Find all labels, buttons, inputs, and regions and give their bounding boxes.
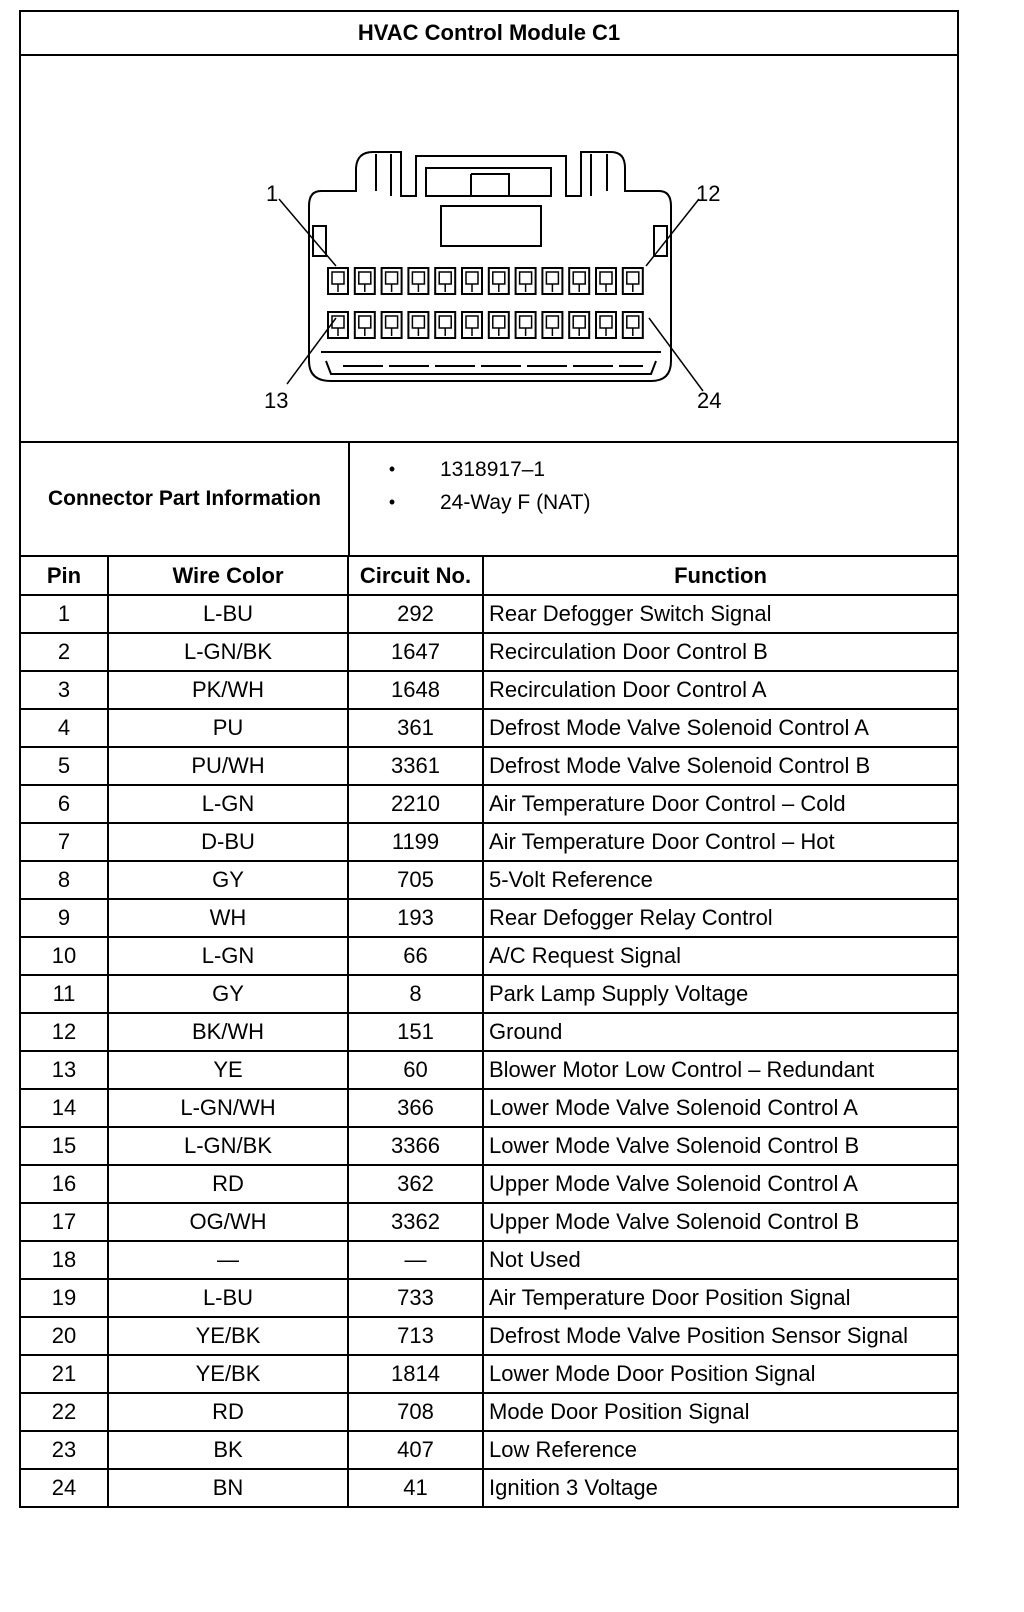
pin-cell: 20 — [21, 1317, 108, 1355]
pin-cell: 5 — [21, 747, 108, 785]
wire-color-cell: BK — [108, 1431, 348, 1469]
pin-terminal-1 — [332, 272, 344, 284]
circuit-cell: 1199 — [348, 823, 483, 861]
function-cell: Blower Motor Low Control – Redundant — [483, 1051, 957, 1089]
header-wire-color: Wire Color — [108, 557, 348, 595]
function-cell: Low Reference — [483, 1431, 957, 1469]
pin-cell: 9 — [21, 899, 108, 937]
wire-color-cell: PU — [108, 709, 348, 747]
pin-terminal-4 — [412, 272, 424, 284]
pin-terminal-19 — [493, 316, 505, 328]
function-cell: Ignition 3 Voltage — [483, 1469, 957, 1506]
connector-info-list — [350, 443, 957, 555]
wire-color-cell: L-GN/WH — [108, 1089, 348, 1127]
table-row — [21, 1279, 957, 1317]
wire-color-cell: L-BU — [108, 1279, 348, 1317]
wire-color-cell: L-GN/BK — [108, 633, 348, 671]
pin-terminal-22 — [573, 316, 585, 328]
circuit-cell: 733 — [348, 1279, 483, 1317]
wire-color-cell: WH — [108, 899, 348, 937]
top-inner-cavity — [441, 206, 541, 246]
function-cell: Not Used — [483, 1241, 957, 1279]
pin-terminal-7 — [493, 272, 505, 284]
circuit-cell: 193 — [348, 899, 483, 937]
pin-terminal-14 — [359, 316, 371, 328]
pin-cell: 16 — [21, 1165, 108, 1203]
table-row — [21, 1355, 957, 1393]
function-cell: Park Lamp Supply Voltage — [483, 975, 957, 1013]
circuit-cell: 60 — [348, 1051, 483, 1089]
pinout-sheet — [19, 10, 959, 1508]
pinout-table — [21, 557, 957, 1506]
pin-label-24: 24 — [697, 388, 722, 413]
table-row — [21, 747, 957, 785]
pin-label-1: 1 — [266, 181, 279, 206]
pin-terminal-5 — [439, 272, 451, 284]
table-row — [21, 899, 957, 937]
pin-terminal-21 — [546, 316, 558, 328]
function-cell: Mode Door Position Signal — [483, 1393, 957, 1431]
pin-label-12: 12 — [696, 181, 721, 206]
pin-terminal-8 — [520, 272, 532, 284]
wire-color-cell: OG/WH — [108, 1203, 348, 1241]
circuit-cell: 361 — [348, 709, 483, 747]
right-latch — [591, 154, 607, 196]
center-latch — [426, 168, 551, 196]
table-header-row — [21, 557, 957, 595]
circuit-cell: 1647 — [348, 633, 483, 671]
pin-cell: 7 — [21, 823, 108, 861]
table-row — [21, 709, 957, 747]
function-cell: Ground — [483, 1013, 957, 1051]
table-row — [21, 671, 957, 709]
circuit-cell: 66 — [348, 937, 483, 975]
function-cell: Recirculation Door Control B — [483, 633, 957, 671]
circuit-cell: 41 — [348, 1469, 483, 1506]
circuit-cell: 3366 — [348, 1127, 483, 1165]
table-row — [21, 1089, 957, 1127]
pin-terminal-2 — [359, 272, 371, 284]
pin-terminal-16 — [412, 316, 424, 328]
table-row — [21, 1431, 957, 1469]
pin-cell: 18 — [21, 1241, 108, 1279]
function-cell: Recirculation Door Control A — [483, 671, 957, 709]
circuit-cell: 151 — [348, 1013, 483, 1051]
pin-terminal-15 — [386, 316, 398, 328]
wire-color-cell: BN — [108, 1469, 348, 1506]
pin-terminal-24 — [627, 316, 639, 328]
pin-cell: 24 — [21, 1469, 108, 1506]
circuit-cell: 366 — [348, 1089, 483, 1127]
function-cell: A/C Request Signal — [483, 937, 957, 975]
circuit-cell: 362 — [348, 1165, 483, 1203]
function-cell: Defrost Mode Valve Solenoid Control A — [483, 709, 957, 747]
connector-face-drawing — [21, 56, 957, 441]
circuit-cell: 8 — [348, 975, 483, 1013]
connector-info-item — [350, 453, 957, 486]
part-number: 1318917–1 — [440, 458, 546, 481]
pin-terminal-17 — [439, 316, 451, 328]
pin-terminal-9 — [546, 272, 558, 284]
connector-part-information — [21, 443, 957, 557]
connector-info-label: Connector Part Information — [21, 443, 350, 555]
function-cell: Defrost Mode Valve Solenoid Control B — [483, 747, 957, 785]
pin-terminal-18 — [466, 316, 478, 328]
circuit-cell: 292 — [348, 595, 483, 633]
wire-color-cell: RD — [108, 1165, 348, 1203]
connector-info-item — [350, 486, 957, 519]
circuit-cell: 407 — [348, 1431, 483, 1469]
circuit-cell: — — [348, 1241, 483, 1279]
bullet-icon: • — [388, 459, 396, 479]
wire-color-cell: YE/BK — [108, 1317, 348, 1355]
function-cell: Upper Mode Valve Solenoid Control A — [483, 1165, 957, 1203]
circuit-cell: 3362 — [348, 1203, 483, 1241]
function-cell: Lower Mode Valve Solenoid Control A — [483, 1089, 957, 1127]
table-row — [21, 1165, 957, 1203]
pin-cavity-grid — [328, 268, 643, 338]
circuit-cell: 3361 — [348, 747, 483, 785]
table-row — [21, 1051, 957, 1089]
table-row — [21, 975, 957, 1013]
wire-color-cell: RD — [108, 1393, 348, 1431]
wire-color-cell: YE — [108, 1051, 348, 1089]
function-cell: Lower Mode Door Position Signal — [483, 1355, 957, 1393]
pin-cell: 15 — [21, 1127, 108, 1165]
table-row — [21, 1393, 957, 1431]
pin-terminal-3 — [386, 272, 398, 284]
table-row — [21, 1203, 957, 1241]
table-row — [21, 861, 957, 899]
latch-tab — [471, 174, 509, 196]
circuit-cell: 1648 — [348, 671, 483, 709]
pin-cell: 23 — [21, 1431, 108, 1469]
pin-cell: 17 — [21, 1203, 108, 1241]
pin-cell: 21 — [21, 1355, 108, 1393]
pin-cell: 10 — [21, 937, 108, 975]
left-latch — [376, 154, 391, 196]
page-title: HVAC Control Module C1 — [21, 12, 957, 56]
wire-color-cell: L-BU — [108, 595, 348, 633]
circuit-cell: 1814 — [348, 1355, 483, 1393]
table-row — [21, 1241, 957, 1279]
function-cell: Air Temperature Door Control – Cold — [483, 785, 957, 823]
wire-color-cell: L-GN/BK — [108, 1127, 348, 1165]
header-pin: Pin — [21, 557, 108, 595]
wire-color-cell: GY — [108, 975, 348, 1013]
table-row — [21, 1013, 957, 1051]
pin-terminal-23 — [600, 316, 612, 328]
function-cell: Rear Defogger Relay Control — [483, 899, 957, 937]
circuit-cell: 2210 — [348, 785, 483, 823]
table-row — [21, 1469, 957, 1506]
pin-cell: 8 — [21, 861, 108, 899]
header-circuit-no: Circuit No. — [348, 557, 483, 595]
function-cell: Defrost Mode Valve Position Sensor Signal — [483, 1317, 957, 1355]
pin-terminal-10 — [573, 272, 585, 284]
function-cell: Air Temperature Door Control – Hot — [483, 823, 957, 861]
wire-color-cell: GY — [108, 861, 348, 899]
table-row — [21, 937, 957, 975]
bullet-icon: • — [388, 492, 396, 512]
pin-cell: 12 — [21, 1013, 108, 1051]
pin-terminal-12 — [627, 272, 639, 284]
function-cell: Upper Mode Valve Solenoid Control B — [483, 1203, 957, 1241]
pin-cell: 6 — [21, 785, 108, 823]
function-cell: Rear Defogger Switch Signal — [483, 595, 957, 633]
pin-cell: 14 — [21, 1089, 108, 1127]
table-row — [21, 823, 957, 861]
pin-terminal-6 — [466, 272, 478, 284]
connector-housing-outline — [309, 152, 671, 381]
pin-cell: 1 — [21, 595, 108, 633]
pin-cell: 3 — [21, 671, 108, 709]
wire-color-cell: YE/BK — [108, 1355, 348, 1393]
table-row — [21, 633, 957, 671]
circuit-cell: 705 — [348, 861, 483, 899]
table-row — [21, 785, 957, 823]
function-cell: 5-Volt Reference — [483, 861, 957, 899]
pin-label-13: 13 — [264, 388, 289, 413]
pin-terminal-20 — [520, 316, 532, 328]
wire-color-cell: L-GN — [108, 937, 348, 975]
connector-type: 24-Way F (NAT) — [440, 491, 591, 514]
bottom-rail — [321, 352, 661, 374]
wire-color-cell: BK/WH — [108, 1013, 348, 1051]
leader-pin-1 — [279, 199, 336, 266]
pin-cell: 11 — [21, 975, 108, 1013]
pin-terminal-11 — [600, 272, 612, 284]
circuit-cell: 708 — [348, 1393, 483, 1431]
circuit-cell: 713 — [348, 1317, 483, 1355]
pin-cell: 4 — [21, 709, 108, 747]
table-row — [21, 1317, 957, 1355]
connector-diagram — [21, 56, 957, 443]
function-cell: Air Temperature Door Position Signal — [483, 1279, 957, 1317]
pin-cell: 13 — [21, 1051, 108, 1089]
pin-cell: 19 — [21, 1279, 108, 1317]
header-function: Function — [483, 557, 957, 595]
table-row — [21, 595, 957, 633]
wire-color-cell: PU/WH — [108, 747, 348, 785]
table-row — [21, 1127, 957, 1165]
wire-color-cell: PK/WH — [108, 671, 348, 709]
function-cell: Lower Mode Valve Solenoid Control B — [483, 1127, 957, 1165]
pin-cell: 22 — [21, 1393, 108, 1431]
wire-color-cell: L-GN — [108, 785, 348, 823]
pin-cell: 2 — [21, 633, 108, 671]
wire-color-cell: — — [108, 1241, 348, 1279]
wire-color-cell: D-BU — [108, 823, 348, 861]
